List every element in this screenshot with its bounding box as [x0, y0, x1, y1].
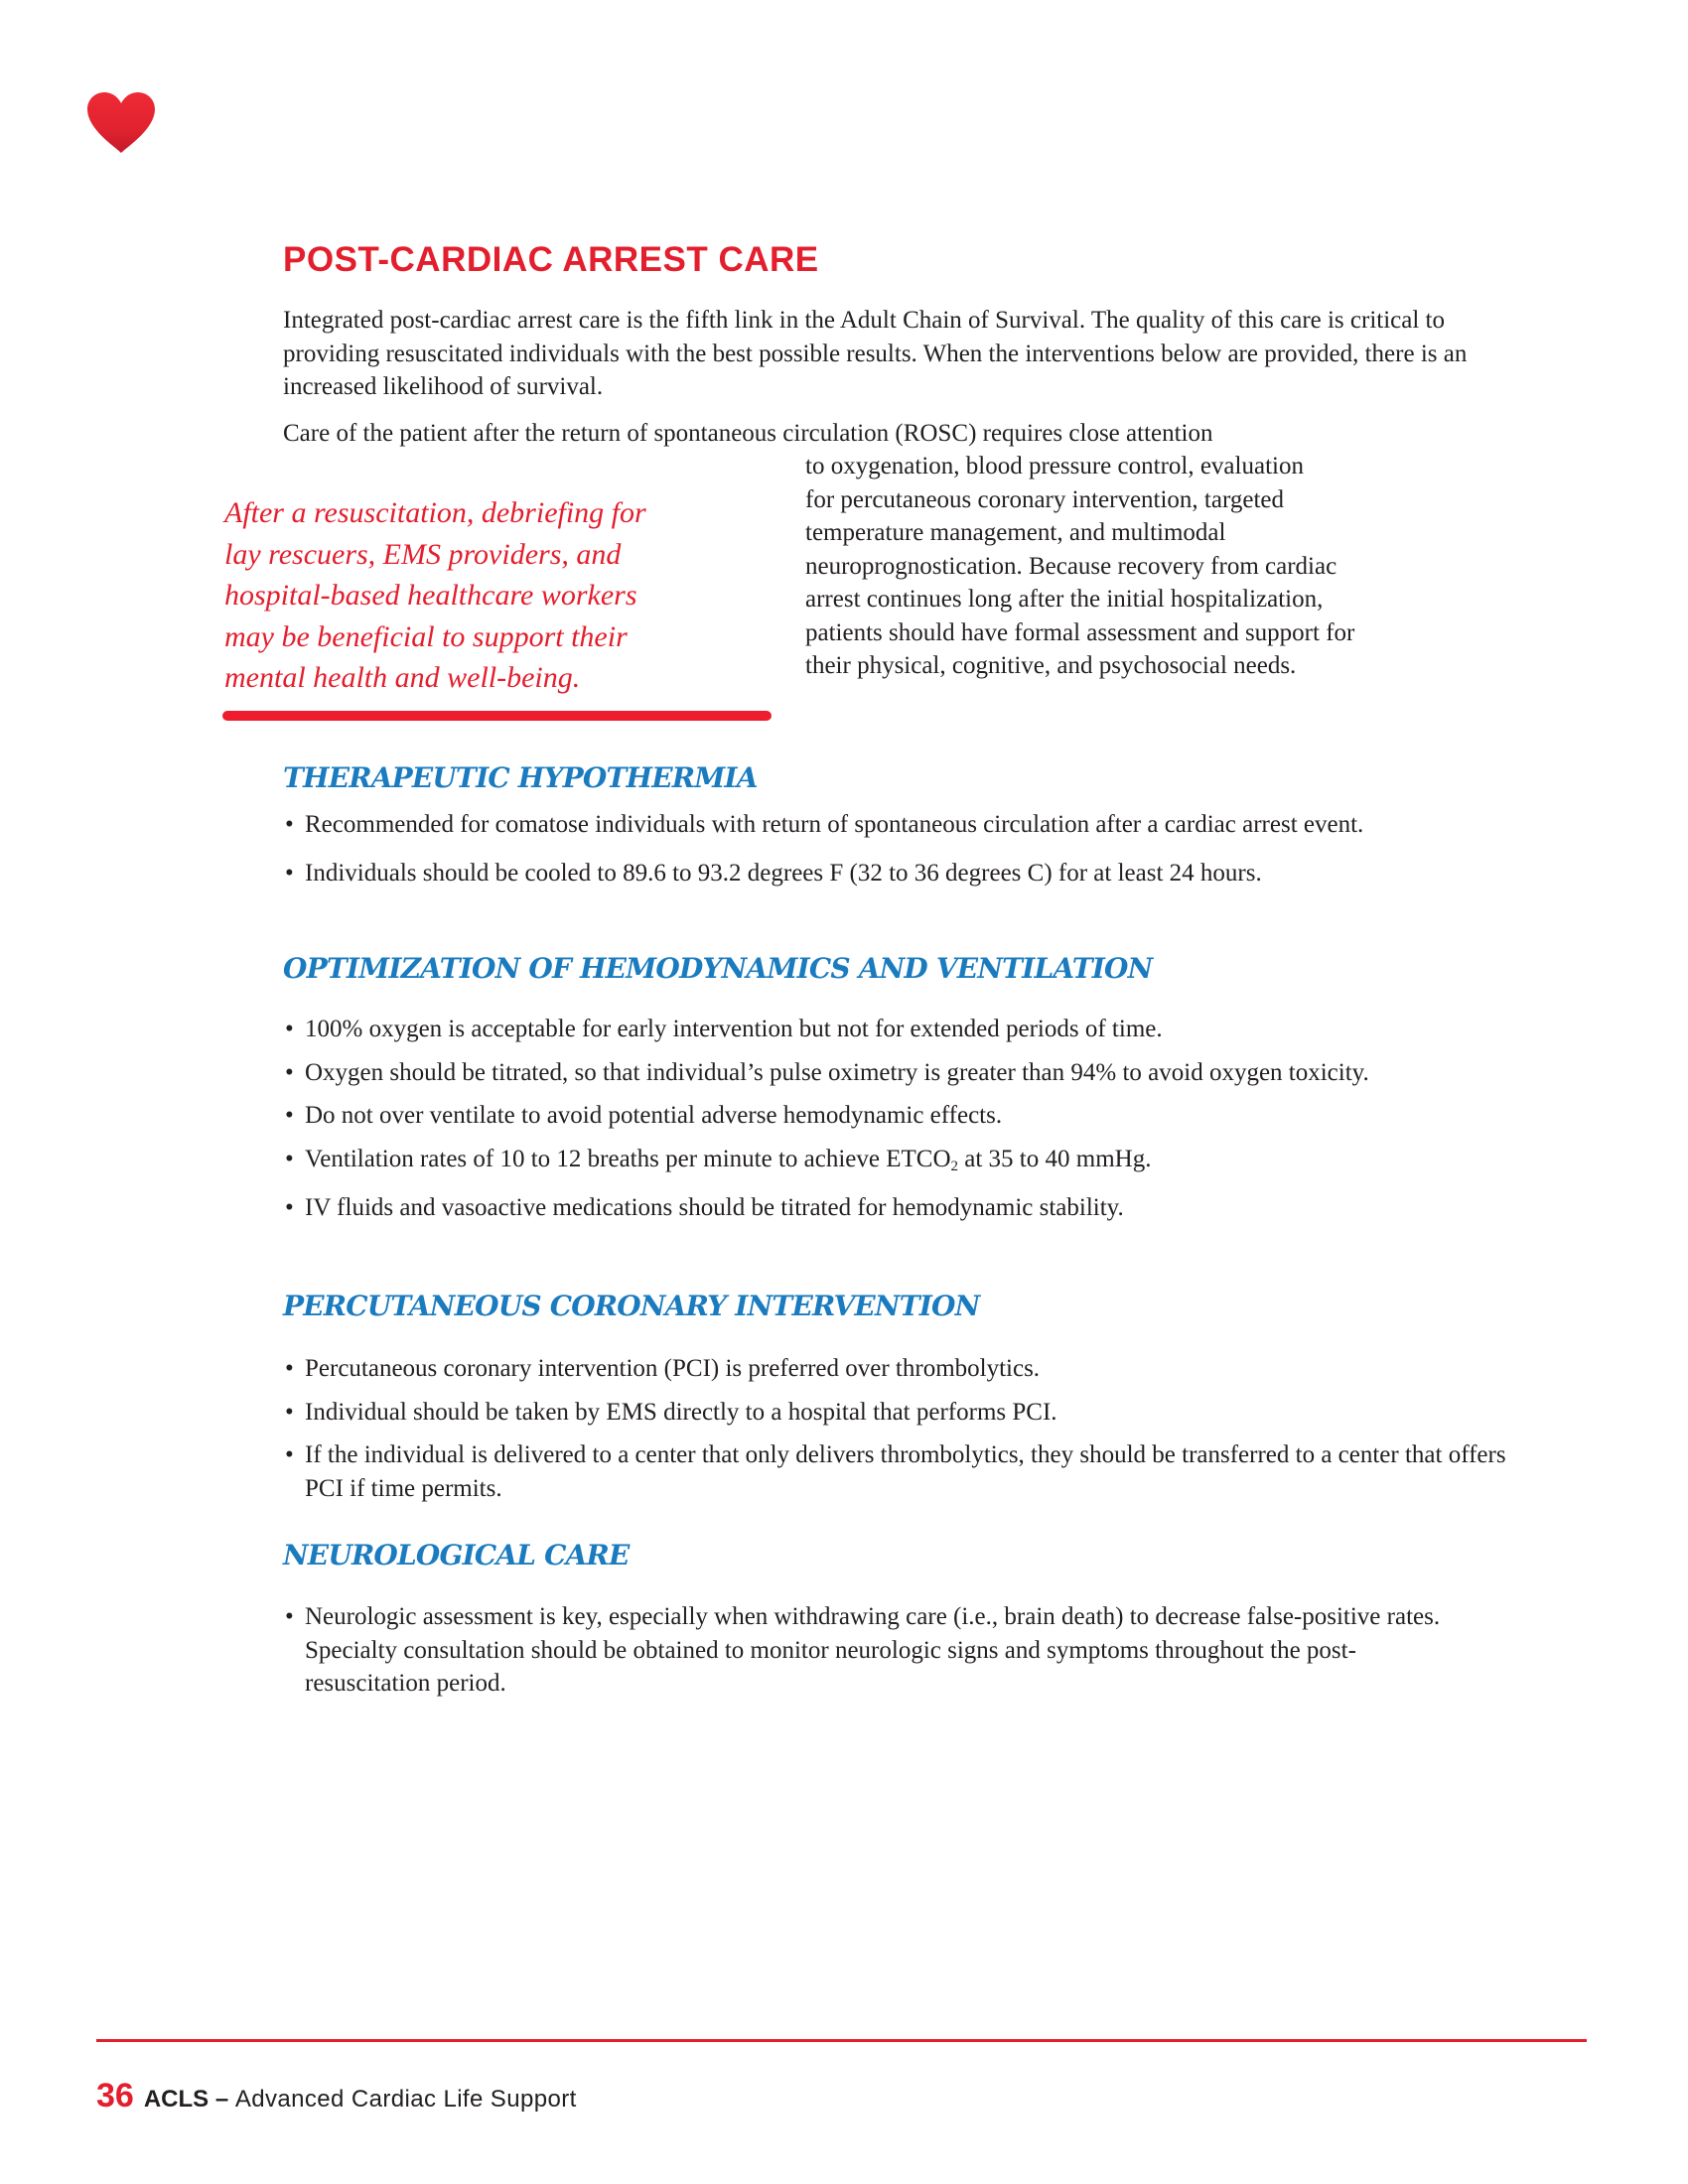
- pull-quote-line: mental health and well-being.: [224, 661, 581, 694]
- bullet-icon: •: [285, 1441, 294, 1468]
- bullet-icon: •: [285, 1058, 294, 1086]
- section-heading-neurological-care: NEUROLOGICAL CARE: [283, 1539, 630, 1571]
- bullet-icon: •: [285, 1016, 294, 1042]
- list-item: • Ventilation rates of 10 to 12 breaths per minute to achieve $ETCO_2$ at 35 to 40 mmHg.: [283, 1143, 1514, 1176]
- bullet-icon: •: [285, 1355, 294, 1382]
- rosc-line: temperature management, and multimodal: [805, 519, 1226, 546]
- heart-icon: [85, 91, 157, 155]
- rosc-line: their physical, cognitive, and psychosocial needs.: [805, 652, 1297, 679]
- page-footer: [96, 2079, 577, 2113]
- bullet-list-optimization: [283, 1013, 1514, 1225]
- pull-quote-line: hospital-based healthcare workers: [224, 579, 637, 612]
- footer-book-title: ACLS: [143, 2086, 210, 2113]
- footer-subtitle: Advanced Cardiac Life Support: [234, 2086, 577, 2113]
- bullet-icon: •: [285, 1145, 294, 1172]
- list-item: • Neurologic assessment is key, especially when withdrawing care (i.e., brain death) to decrease false-positive rates. Specialty consultation should be obtained to monitor neurologic signs and symptoms throughout the post-resuscitation period.: [283, 1600, 1457, 1701]
- list-item: • If the individual is delivered to a center that only delivers thrombolytics, they should be transferred to a center that offers PCI if time permits.: [283, 1438, 1521, 1505]
- bullet-icon: •: [285, 811, 294, 838]
- footer-divider: [96, 2039, 1587, 2042]
- section-heading-therapeutic-hypothermia: THERAPEUTIC HYPOTHERMIA: [283, 761, 758, 794]
- bullet-icon: •: [285, 859, 294, 887]
- bullet-icon: •: [285, 1102, 294, 1129]
- list-item: • Oxygen should be titrated, so that individual’s pulse oximetry is greater than 94% to avoid oxygen toxicity.: [283, 1056, 1447, 1090]
- rosc-line: to oxygenation, blood pressure control, evaluation: [805, 453, 1304, 479]
- bullet-list-neurological-care: [283, 1600, 1514, 1701]
- list-item: • Percutaneous coronary intervention (PCI) is preferred over thrombolytics.: [283, 1352, 1514, 1386]
- rosc-line: for percutaneous coronary intervention, targeted: [805, 485, 1284, 513]
- pull-quote-divider: [222, 711, 772, 721]
- section-heading-optimization-hemodynamics-ventilation: OPTIMIZATION OF HEMODYNAMICS AND VENTILATION: [283, 952, 1153, 985]
- bullet-icon: •: [285, 1603, 294, 1630]
- page-number: 36: [96, 2077, 134, 2115]
- rosc-paragraph-continued: [805, 450, 1500, 683]
- pull-quote-line: After a resuscitation, debriefing for: [224, 496, 646, 529]
- pull-quote-line: lay rescuers, EMS providers, and: [224, 537, 622, 571]
- list-item: • Recommended for comatose individuals with return of spontaneous circulation after a cardiac arrest event.: [283, 808, 1467, 842]
- list-item: • Individual should be taken by EMS directly to a hospital that performs PCI.: [283, 1396, 1514, 1430]
- page-title: POST-CARDIAC ARREST CARE: [283, 240, 819, 279]
- rosc-line: neuroprognostication. Because recovery from cardiac: [805, 552, 1337, 580]
- intro-paragraph: Integrated post-cardiac arrest care is the fifth link in the Adult Chain of Survival. The quality of this care is critical to providing resuscitated individuals with the best possible results. When the interventions below are provided, there is an increased likelihood of survival.: [283, 307, 1468, 400]
- list-item: • Do not over ventilate to avoid potential adverse hemodynamic effects.: [283, 1099, 1514, 1133]
- bullet-icon: •: [285, 1194, 294, 1221]
- bullet-list-pci: [283, 1352, 1514, 1505]
- list-item: • Individuals should be cooled to 89.6 to 93.2 degrees F (32 to 36 degrees C) for at least 24 hours.: [283, 857, 1514, 890]
- rosc-line: patients should have formal assessment and support for: [805, 618, 1355, 646]
- list-item: • IV fluids and vasoactive medications should be titrated for hemodynamic stability.: [283, 1191, 1514, 1225]
- rosc-line: arrest continues long after the initial hospitalization,: [805, 586, 1324, 613]
- footer-separator: –: [209, 2086, 235, 2113]
- bullet-list-therapeutic-hypothermia: [283, 808, 1514, 889]
- pull-quote-line: may be beneficial to support their: [224, 619, 628, 653]
- rosc-paragraph-first-line: Care of the patient after the return of spontaneous circulation (ROSC) requires close attention: [283, 420, 1213, 447]
- bullet-icon: •: [285, 1398, 294, 1426]
- list-item: • 100% oxygen is acceptable for early intervention but not for extended periods of time.: [283, 1013, 1514, 1046]
- section-heading-percutaneous-coronary-intervention: PERCUTANEOUS CORONARY INTERVENTION: [283, 1290, 980, 1322]
- pull-quote: [224, 492, 741, 699]
